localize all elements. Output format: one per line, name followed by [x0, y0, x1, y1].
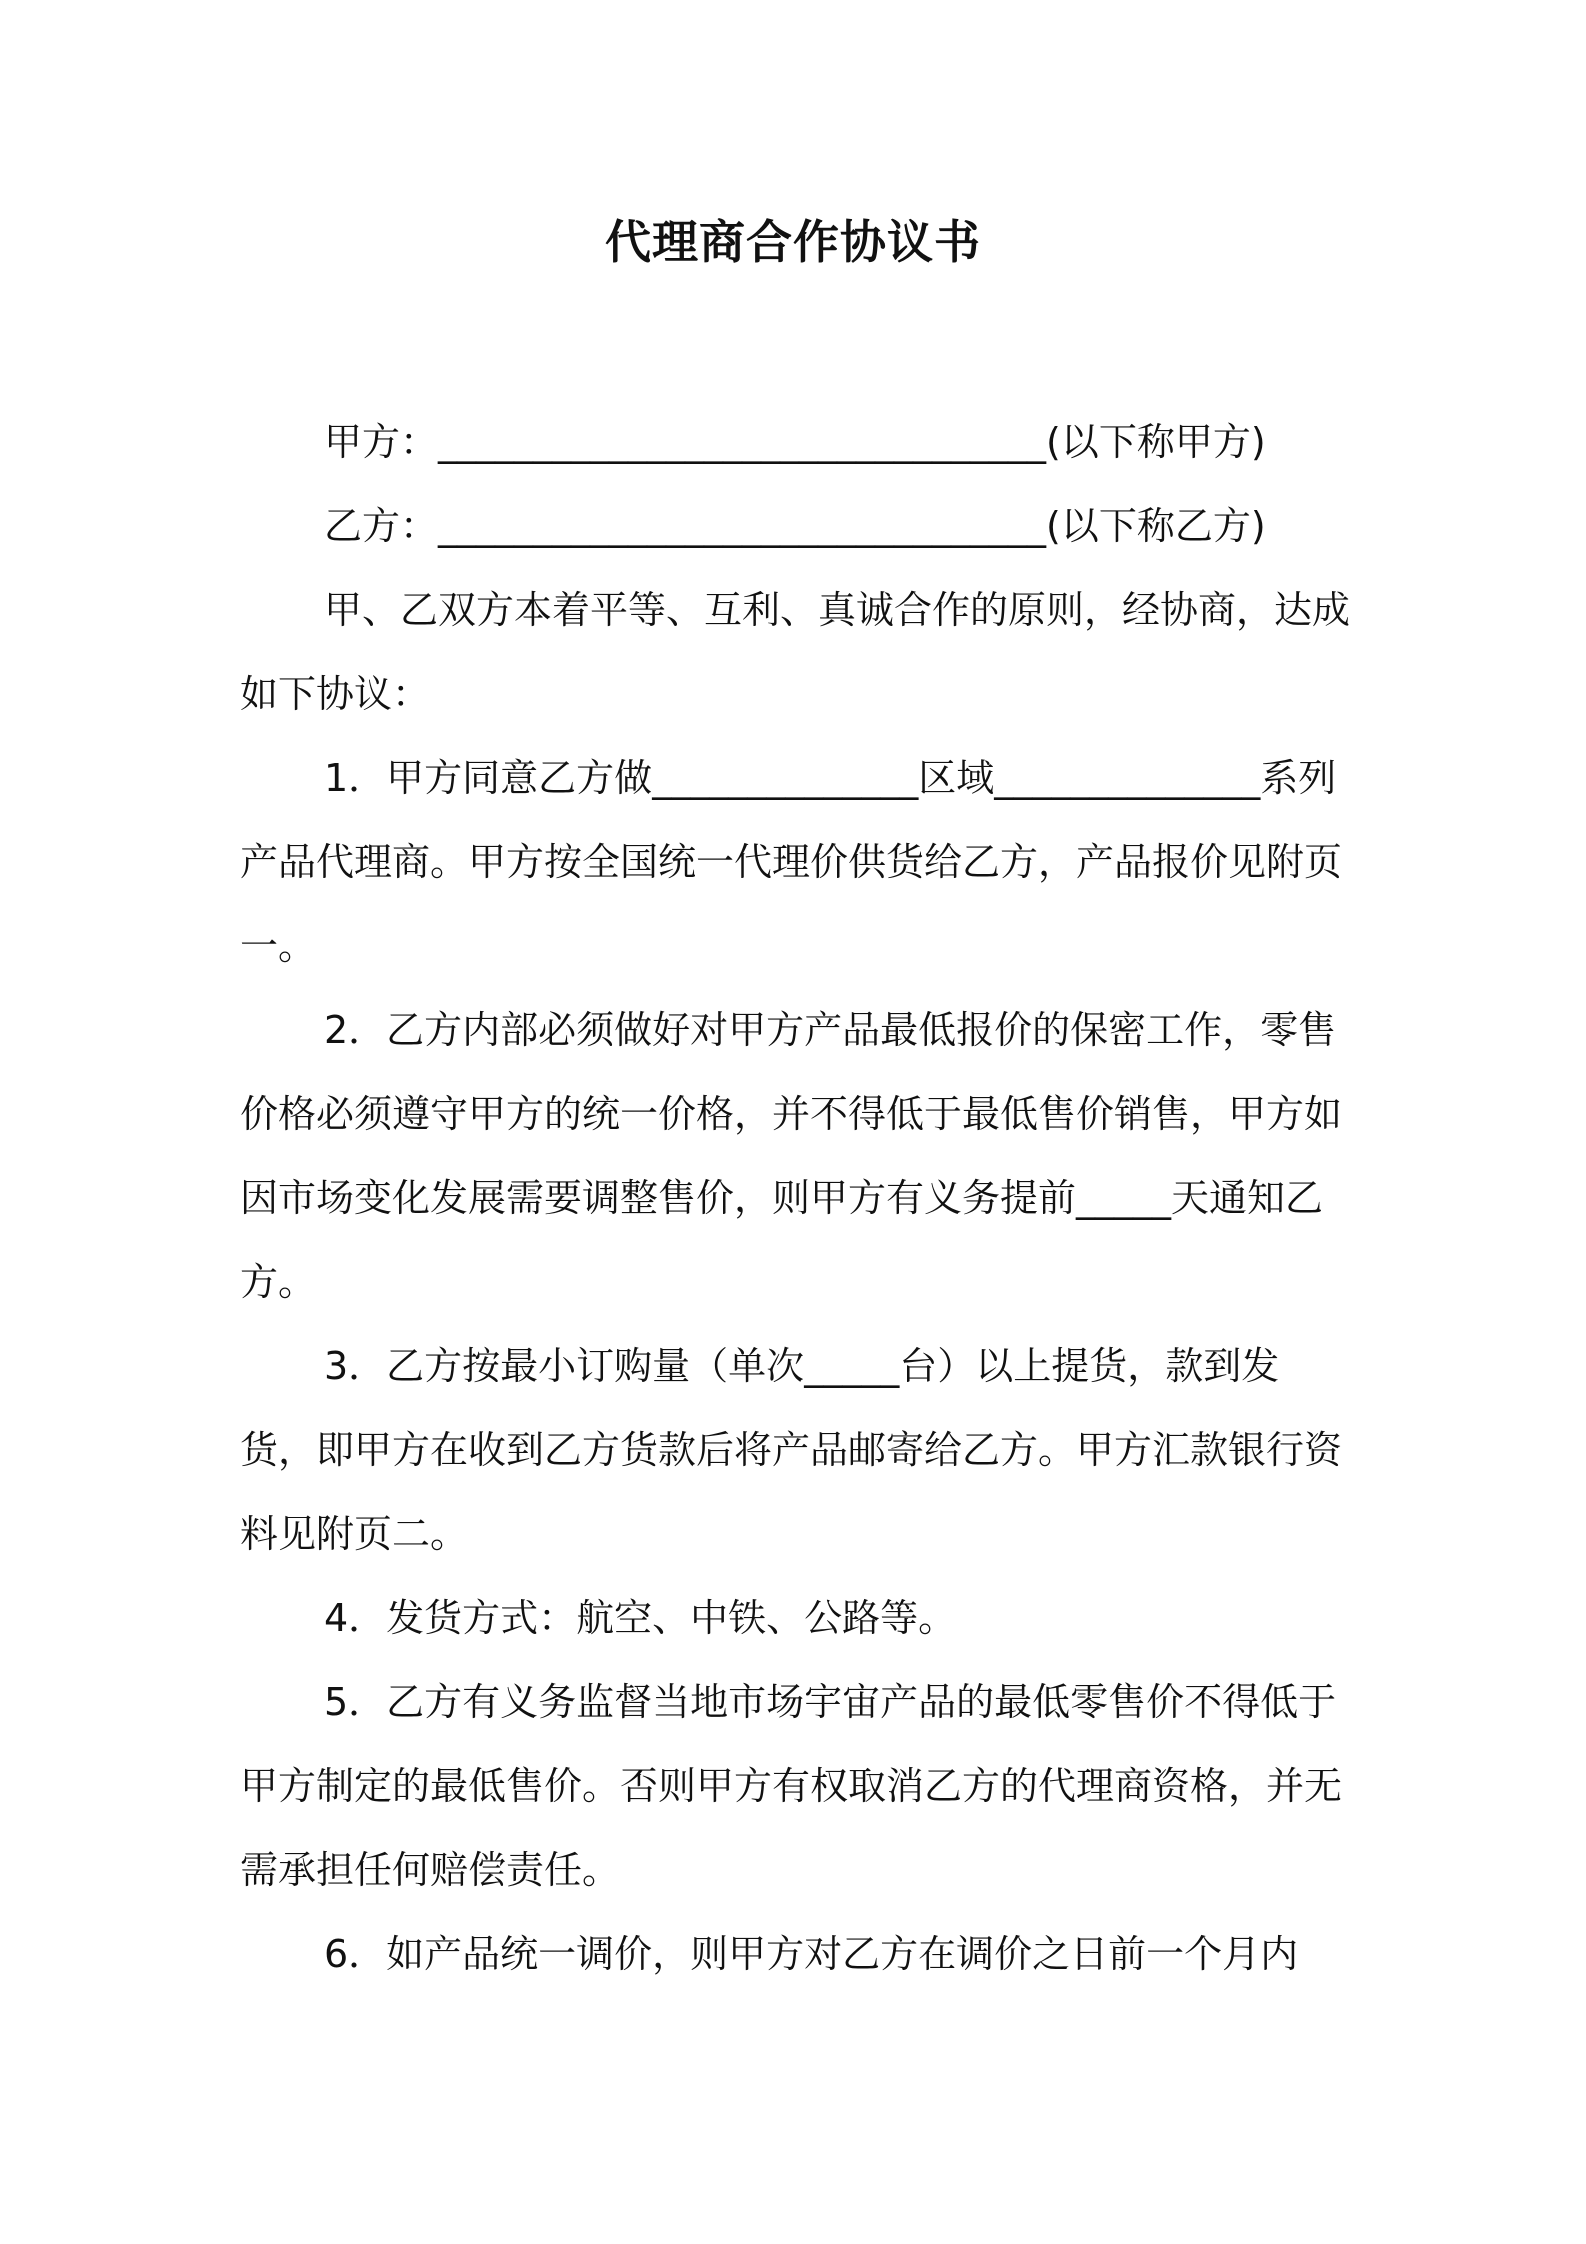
clause-2-text-b: 天通知乙方。 [240, 1176, 1324, 1304]
party-a-label: 甲方： [324, 420, 439, 464]
document-title: 代理商合作协议书 [605, 215, 981, 269]
clause-4: 4．发货方式：航空、中铁、公路等。 [324, 1596, 957, 1640]
clause-6: 6．如产品统一调价，则甲方对乙方在调价之日前一个月内 [324, 1932, 1299, 1976]
clause-1-text-a: 1．甲方同意乙方做 [324, 756, 653, 800]
party-b-suffix: (以下称乙方) [1046, 504, 1266, 548]
party-b-blank: ________________________________ [438, 504, 1047, 548]
clause-1-text-b: 区域 [918, 756, 995, 800]
party-b-line [240, 484, 1350, 568]
clause-2-text-a: 2．乙方内部必须做好对甲方产品最低报价的保密工作，零售价格必须遵守甲方的统一价格，并不得低于最低售价销售，甲方如因市场变化发展需要调整售价，则甲方有义务提前 [240, 1008, 1343, 1220]
clause-1 [240, 736, 1350, 988]
clause-2 [240, 988, 1350, 1324]
clause-3 [240, 1324, 1350, 1576]
clause-1-blank-a: ______________ [652, 756, 919, 800]
clause-1-text-c: 系列产品代理商。甲方按全国统一代理价供货给乙方，产品报价见附页一。 [240, 756, 1343, 968]
clause-3-text-b: 台）以上提货，款到发货，即甲方在收到乙方货款后将产品邮寄给乙方。甲方汇款银行资料见附页二。 [240, 1344, 1343, 1556]
clause-3-blank: _____ [804, 1344, 900, 1388]
party-b-label: 乙方： [324, 504, 439, 548]
document-body [240, 400, 1350, 1996]
clause-1-blank-b: ______________ [994, 756, 1261, 800]
party-a-suffix: (以下称甲方) [1046, 420, 1266, 464]
clause-2-blank: _____ [1076, 1176, 1172, 1220]
party-a-blank: ________________________________ [438, 420, 1047, 464]
clause-3-text-a: 3．乙方按最小订购量（单次 [324, 1344, 805, 1388]
clause-5: 5．乙方有义务监督当地市场宇宙产品的最低零售价不得低于甲方制定的最低售价。否则甲方有权取消乙方的代理商资格，并无需承担任何赔偿责任。 [240, 1680, 1343, 1892]
party-a-line [240, 400, 1350, 484]
intro-paragraph: 甲、乙双方本着平等、互利、真诚合作的原则，经协商，达成如下协议： [240, 588, 1351, 716]
